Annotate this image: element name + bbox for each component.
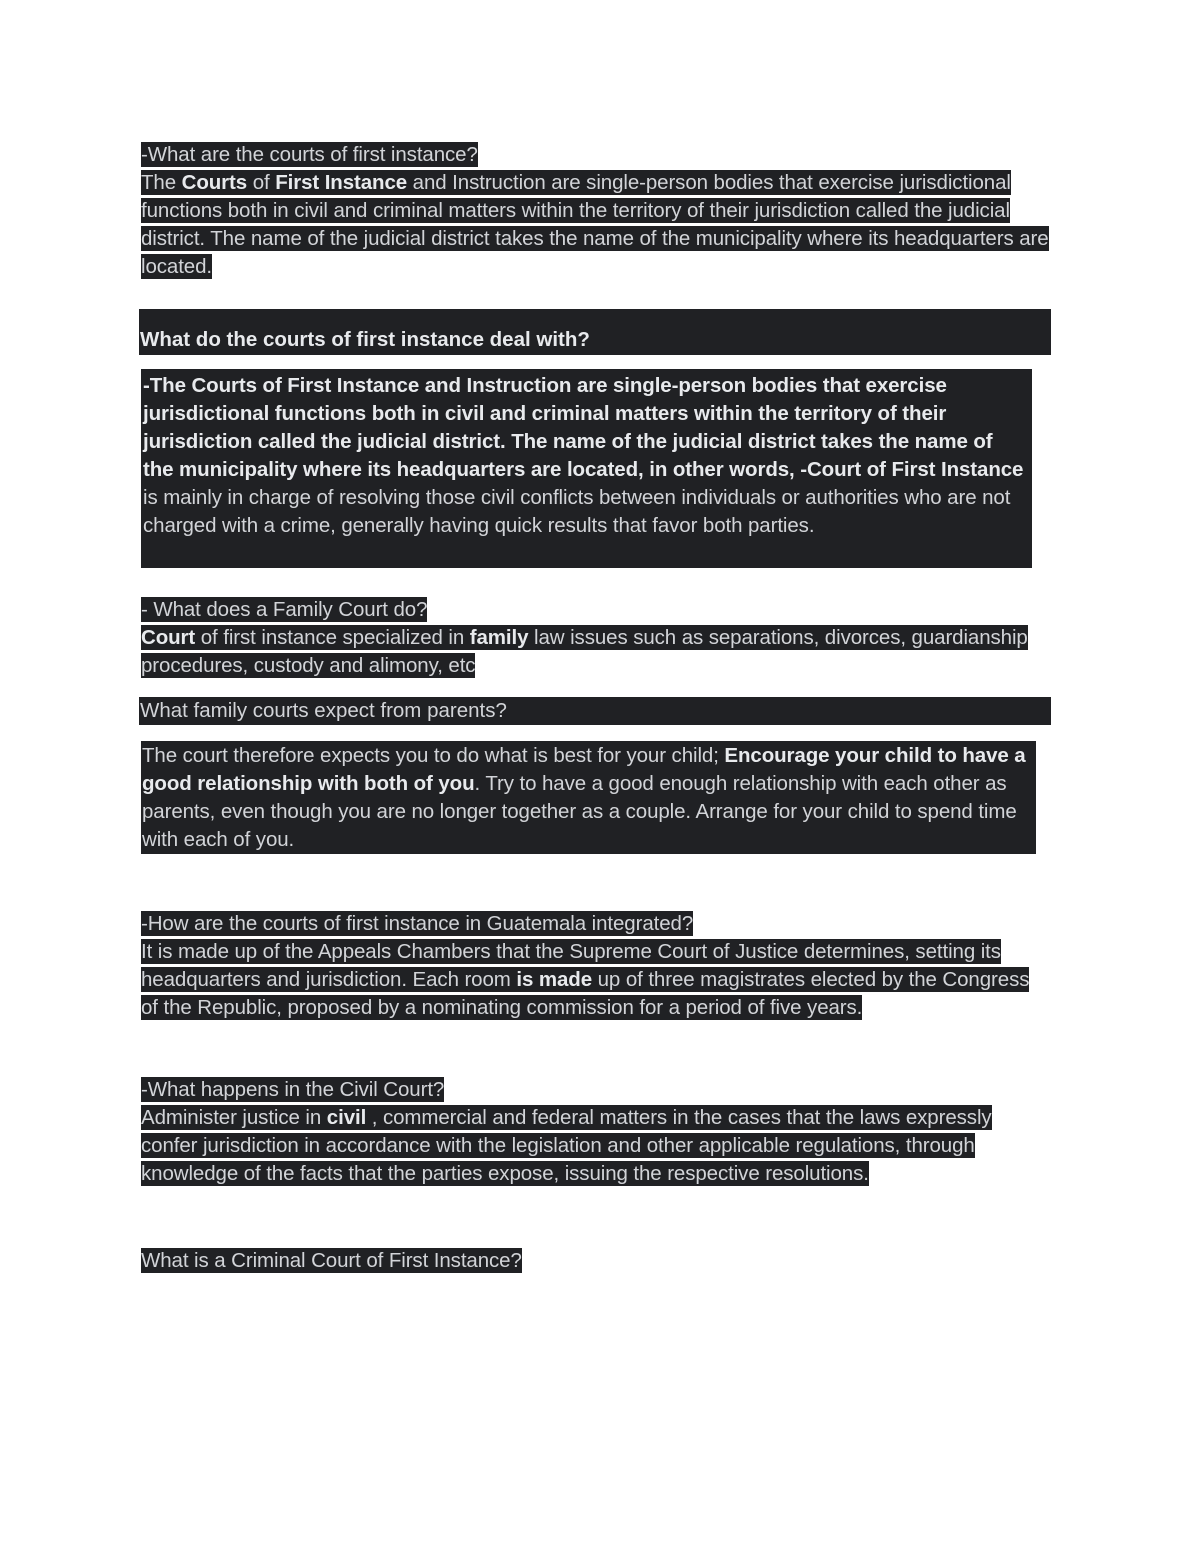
section-civil-court <box>141 1076 1046 1188</box>
question-family-court: - What does a Family Court do? <box>141 598 428 621</box>
answer-family-court: Court of first instance specialized in family law issues such as separations, divorces, guardianship procedures, custody and alimony, etc <box>141 626 1028 677</box>
question-courts-first-instance: -What are the courts of first instance? <box>141 143 478 166</box>
answer-deal-with: -The Courts of First Instance and Instruction are single-person bodies that exercise jurisdictional functions both in civil and criminal matters within the territory of their jurisdiction called the judicial district. The name of the judicial district takes the name of the municipality where its headquarters are located, in other words, -Court of First Instance is mainly in charge of resolving those civil conflicts between individuals or authorities who are not charged with a crime, generally having quick results that favor both parties. <box>143 374 1024 537</box>
question-civil-court: -What happens in the Civil Court? <box>141 1078 445 1101</box>
answer-courts-first-instance: The Courts of First Instance and Instruction are single-person bodies that exercise jurisdictional functions both in civil and criminal matters within the territory of their jurisdiction called the judicial district. The name of the judicial district takes the name of the municipality where its headquarters are located. <box>141 171 1049 278</box>
section-courts-first-instance <box>141 141 1051 281</box>
answer-box-parents <box>141 741 1036 854</box>
answer-civil-court: Administer justice in civil , commercial and federal matters in the cases that the laws expressly confer jurisdiction in accordance with the legislation and other applicable regulations, through knowledge of the facts that the parties expose, issuing the respective resolutions. <box>141 1106 992 1185</box>
section-family-court <box>141 596 1041 680</box>
heading-box-deal-with <box>139 309 1051 355</box>
question-guatemala-integration: -How are the courts of first instance in Guatemala integrated? <box>141 912 694 935</box>
answer-guatemala-integration: It is made up of the Appeals Chambers that the Supreme Court of Justice determines, setting its headquarters and jurisdiction. Each room is made up of three magistrates elected by the Congress of the Republic, proposed by a nominating commission for a period of five years. <box>141 940 1030 1019</box>
section-guatemala-integration <box>141 910 1046 1022</box>
heading-parents: What family courts expect from parents? <box>140 699 507 722</box>
answer-parents: The court therefore expects you to do what is best for your child; Encourage your child to have a good relationship with both of you. Try to have a good enough relationship with each other as parents, even though you are no longer together as a couple. Arrange for your child to spend time with each of you. <box>142 744 1026 851</box>
heading-deal-with: What do the courts of first instance deal with? <box>140 328 590 351</box>
answer-box-deal-with <box>141 369 1032 568</box>
question-criminal-court: What is a Criminal Court of First Instance? <box>141 1249 522 1272</box>
heading-box-parents <box>139 697 1051 725</box>
section-criminal-court <box>141 1247 1046 1275</box>
